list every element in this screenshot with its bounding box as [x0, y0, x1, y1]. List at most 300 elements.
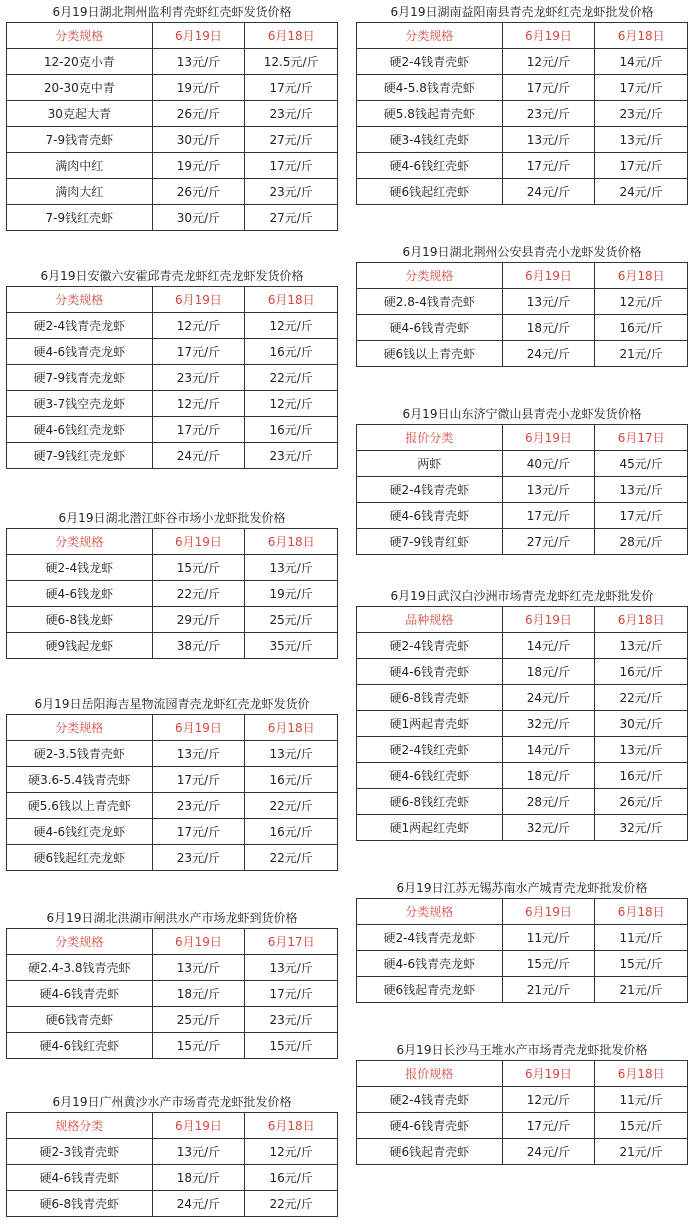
column-header: 6月19日 — [152, 287, 245, 313]
table-row — [357, 925, 688, 951]
spec-cell: 硬4-6钱红壳虾 — [7, 1033, 153, 1059]
column-header: 分类规格 — [357, 263, 503, 289]
price-cell: 12元/斤 — [152, 313, 245, 339]
table-row — [7, 127, 338, 153]
spec-cell: 硬4-6钱红壳龙虾 — [7, 417, 153, 443]
price-cell: 24元/斤 — [152, 443, 245, 469]
spec-cell: 30克起大青 — [7, 101, 153, 127]
spec-cell: 硬9钱起龙虾 — [7, 633, 153, 659]
price-cell: 22元/斤 — [152, 581, 245, 607]
spec-cell: 硬6-8钱青壳虾 — [7, 1191, 153, 1217]
column-header: 6月19日 — [152, 23, 245, 49]
price-cell: 17元/斤 — [245, 153, 338, 179]
table-title: 6月19日湖南益阳南县青壳龙虾红壳龙虾批发价格 — [390, 5, 654, 19]
table-row — [7, 153, 338, 179]
price-table — [6, 286, 338, 469]
price-cell: 13元/斤 — [502, 477, 595, 503]
table-row — [357, 341, 688, 367]
price-cell: 17元/斤 — [595, 75, 688, 101]
price-cell: 18元/斤 — [502, 659, 595, 685]
price-cell: 11元/斤 — [502, 925, 595, 951]
price-cell: 18元/斤 — [152, 1165, 245, 1191]
spec-cell: 硬2-4钱红壳虾 — [357, 737, 503, 763]
column-header: 分类规格 — [357, 899, 503, 925]
price-cell: 13元/斤 — [595, 477, 688, 503]
price-cell: 24元/斤 — [152, 1191, 245, 1217]
price-cell: 19元/斤 — [152, 153, 245, 179]
price-cell: 23元/斤 — [152, 845, 245, 871]
price-cell: 21元/斤 — [502, 977, 595, 1003]
spec-cell: 硬4-6钱红壳虾 — [357, 153, 503, 179]
price-table — [356, 1060, 688, 1165]
table-row — [357, 503, 688, 529]
table-header-row — [7, 287, 338, 313]
table-header-row — [7, 929, 338, 955]
spec-cell: 硬4-6钱青壳虾 — [7, 1165, 153, 1191]
price-cell: 13元/斤 — [595, 633, 688, 659]
price-table-block — [6, 1092, 338, 1217]
spec-cell: 硬6-8钱龙虾 — [7, 607, 153, 633]
column-header: 6月19日 — [502, 607, 595, 633]
column-header: 6月19日 — [502, 425, 595, 451]
table-row — [7, 313, 338, 339]
price-cell: 17元/斤 — [502, 75, 595, 101]
price-cell: 32元/斤 — [595, 815, 688, 841]
spec-cell: 硬6钱起青壳虾 — [357, 1139, 503, 1165]
spec-cell: 硬6钱起红壳虾 — [357, 179, 503, 205]
spec-cell: 7-9钱青壳虾 — [7, 127, 153, 153]
spec-cell: 硬4-6钱红壳虾 — [357, 763, 503, 789]
table-row — [357, 685, 688, 711]
table-header-row — [7, 23, 338, 49]
price-table — [356, 606, 688, 841]
table-title: 6月19日广州黄沙水产市场青壳龙虾批发价格 — [52, 1095, 292, 1109]
price-table-block — [356, 2, 688, 205]
column-header: 分类规格 — [7, 929, 153, 955]
price-cell: 16元/斤 — [245, 339, 338, 365]
column-header: 6月18日 — [595, 23, 688, 49]
spec-cell: 硬4-6钱青壳虾 — [357, 315, 503, 341]
spec-cell: 硬4-5.8钱青壳虾 — [357, 75, 503, 101]
price-table-block — [356, 878, 688, 1003]
column-header: 分类规格 — [7, 529, 153, 555]
price-cell: 21元/斤 — [595, 1139, 688, 1165]
price-cell: 23元/斤 — [152, 365, 245, 391]
spec-cell: 硬2-4钱青壳虾 — [357, 49, 503, 75]
price-cell: 17元/斤 — [245, 75, 338, 101]
price-cell: 13元/斤 — [152, 49, 245, 75]
price-cell: 14元/斤 — [502, 633, 595, 659]
table-header-row — [7, 715, 338, 741]
table-row — [357, 1113, 688, 1139]
column-header: 6月18日 — [595, 263, 688, 289]
table-row — [7, 205, 338, 231]
table-row — [7, 443, 338, 469]
table-row — [7, 365, 338, 391]
table-row — [7, 179, 338, 205]
table-row — [7, 607, 338, 633]
price-cell: 38元/斤 — [152, 633, 245, 659]
table-row — [7, 633, 338, 659]
price-cell: 30元/斤 — [595, 711, 688, 737]
price-cell: 15元/斤 — [595, 951, 688, 977]
price-table — [356, 424, 688, 555]
table-header-row — [357, 607, 688, 633]
table-title: 6月19日湖北洪湖市闸洪水产市场龙虾到货价格 — [46, 911, 298, 925]
price-table — [6, 714, 338, 871]
spec-cell: 硬4-6钱青壳虾 — [7, 981, 153, 1007]
spec-cell: 硬4-6钱青壳虾 — [357, 1113, 503, 1139]
table-title: 6月19日安徽六安霍邱青壳龙虾红壳龙虾发货价格 — [40, 269, 304, 283]
table-row — [357, 737, 688, 763]
spec-cell: 硬3.6-5.4钱青壳虾 — [7, 767, 153, 793]
spec-cell: 硬7-9钱青壳龙虾 — [7, 365, 153, 391]
spec-cell: 硬6-8钱红壳虾 — [357, 789, 503, 815]
table-row — [357, 951, 688, 977]
table-row — [357, 815, 688, 841]
table-row — [357, 451, 688, 477]
price-cell: 12元/斤 — [502, 1087, 595, 1113]
price-cell: 18元/斤 — [502, 315, 595, 341]
price-cell: 13元/斤 — [245, 555, 338, 581]
table-row — [357, 49, 688, 75]
price-cell: 17元/斤 — [152, 339, 245, 365]
price-cell: 40元/斤 — [502, 451, 595, 477]
price-cell: 26元/斤 — [152, 101, 245, 127]
table-row — [7, 339, 338, 365]
table-row — [357, 977, 688, 1003]
price-table-block — [6, 2, 338, 231]
price-cell: 23元/斤 — [152, 793, 245, 819]
price-table-block — [356, 242, 688, 367]
spec-cell: 硬2.4-3.8钱青壳虾 — [7, 955, 153, 981]
price-cell: 27元/斤 — [502, 529, 595, 555]
spec-cell: 硬6钱以上青壳虾 — [357, 341, 503, 367]
table-row — [357, 633, 688, 659]
price-table-block — [6, 908, 338, 1059]
table-row — [7, 417, 338, 443]
column-header: 6月19日 — [152, 1113, 245, 1139]
spec-cell: 硬3-4钱红壳虾 — [357, 127, 503, 153]
table-title: 6月19日岳阳海吉星物流园青壳龙虾红壳龙虾发货价 — [34, 697, 310, 711]
table-row — [7, 767, 338, 793]
price-cell: 32元/斤 — [502, 711, 595, 737]
spec-cell: 硬4-6钱青壳龙虾 — [357, 951, 503, 977]
column-header: 报价分类 — [357, 425, 503, 451]
column-header: 6月18日 — [245, 287, 338, 313]
price-cell: 26元/斤 — [595, 789, 688, 815]
price-cell: 11元/斤 — [595, 925, 688, 951]
table-title: 6月19日湖北荆州监利青壳虾红壳虾发货价格 — [52, 5, 292, 19]
table-row — [7, 741, 338, 767]
spec-cell: 硬2-4钱龙虾 — [7, 555, 153, 581]
table-header-row — [357, 899, 688, 925]
column-header: 6月18日 — [245, 1113, 338, 1139]
table-row — [7, 981, 338, 1007]
price-cell: 22元/斤 — [245, 793, 338, 819]
price-cell: 17元/斤 — [595, 153, 688, 179]
spec-cell: 硬7-9钱红壳龙虾 — [7, 443, 153, 469]
column-header: 6月18日 — [595, 899, 688, 925]
table-row — [7, 1165, 338, 1191]
table-row — [7, 793, 338, 819]
spec-cell: 硬6钱起青壳龙虾 — [357, 977, 503, 1003]
spec-cell: 硬2-3.5钱青壳虾 — [7, 741, 153, 767]
price-cell: 17元/斤 — [502, 153, 595, 179]
price-cell: 25元/斤 — [245, 607, 338, 633]
table-row — [357, 529, 688, 555]
spec-cell: 两虾 — [357, 451, 503, 477]
price-cell: 12.5元/斤 — [245, 49, 338, 75]
column-header: 品种规格 — [357, 607, 503, 633]
spec-cell: 硬6钱起红壳龙虾 — [7, 845, 153, 871]
spec-cell: 硬4-6钱红壳龙虾 — [7, 819, 153, 845]
price-cell: 23元/斤 — [245, 101, 338, 127]
spec-cell: 硬1两起青壳虾 — [357, 711, 503, 737]
price-cell: 32元/斤 — [502, 815, 595, 841]
spec-cell: 硬3-7钱空壳龙虾 — [7, 391, 153, 417]
price-cell: 23元/斤 — [245, 443, 338, 469]
price-cell: 13元/斤 — [245, 741, 338, 767]
column-header: 6月19日 — [502, 899, 595, 925]
price-cell: 18元/斤 — [152, 981, 245, 1007]
price-table-block — [6, 694, 338, 871]
table-header-row — [357, 23, 688, 49]
column-header: 6月18日 — [595, 607, 688, 633]
column-header: 报价规格 — [357, 1061, 503, 1087]
table-row — [7, 101, 338, 127]
price-cell: 21元/斤 — [595, 977, 688, 1003]
spec-cell: 硬6-8钱青壳虾 — [357, 685, 503, 711]
price-cell: 19元/斤 — [245, 581, 338, 607]
price-cell: 16元/斤 — [245, 819, 338, 845]
column-header: 6月19日 — [152, 529, 245, 555]
table-row — [7, 1191, 338, 1217]
table-row — [7, 391, 338, 417]
price-cell: 22元/斤 — [245, 1191, 338, 1217]
price-cell: 17元/斤 — [152, 819, 245, 845]
price-cell: 23元/斤 — [245, 179, 338, 205]
price-table — [356, 22, 688, 205]
price-cell: 16元/斤 — [595, 763, 688, 789]
price-cell: 13元/斤 — [595, 127, 688, 153]
price-cell: 45元/斤 — [595, 451, 688, 477]
table-row — [357, 789, 688, 815]
price-table — [356, 262, 688, 367]
spec-cell: 硬1两起红壳虾 — [357, 815, 503, 841]
price-cell: 23元/斤 — [595, 101, 688, 127]
column-header: 6月18日 — [245, 529, 338, 555]
table-row — [357, 659, 688, 685]
price-cell: 12元/斤 — [245, 1139, 338, 1165]
price-cell: 13元/斤 — [245, 955, 338, 981]
price-cell: 15元/斤 — [502, 951, 595, 977]
table-row — [357, 711, 688, 737]
price-table — [6, 928, 338, 1059]
price-cell: 11元/斤 — [595, 1087, 688, 1113]
table-row — [357, 101, 688, 127]
price-table — [6, 1112, 338, 1217]
price-cell: 15元/斤 — [595, 1113, 688, 1139]
column-header: 规格分类 — [7, 1113, 153, 1139]
price-cell: 22元/斤 — [245, 845, 338, 871]
table-header-row — [7, 529, 338, 555]
table-row — [7, 845, 338, 871]
price-cell: 17元/斤 — [152, 767, 245, 793]
spec-cell: 硬2-4钱青壳龙虾 — [357, 925, 503, 951]
column-header: 6月19日 — [502, 23, 595, 49]
spec-cell: 硬5.8钱起青壳虾 — [357, 101, 503, 127]
table-row — [7, 1007, 338, 1033]
price-cell: 26元/斤 — [152, 179, 245, 205]
spec-cell: 硬4-6钱青壳虾 — [357, 659, 503, 685]
price-cell: 13元/斤 — [595, 737, 688, 763]
table-row — [357, 763, 688, 789]
table-title: 6月19日山东济宁微山县青壳小龙虾发货价格 — [402, 407, 642, 421]
price-cell: 14元/斤 — [595, 49, 688, 75]
spec-cell: 硬7-9钱青红虾 — [357, 529, 503, 555]
spec-cell: 硬2-4钱青壳虾 — [357, 477, 503, 503]
price-cell: 30元/斤 — [152, 205, 245, 231]
spec-cell: 硬2.8-4钱青壳虾 — [357, 289, 503, 315]
column-header: 6月19日 — [152, 715, 245, 741]
price-table — [356, 898, 688, 1003]
table-row — [7, 75, 338, 101]
price-cell: 13元/斤 — [502, 289, 595, 315]
table-row — [357, 179, 688, 205]
price-cell: 16元/斤 — [245, 417, 338, 443]
price-cell: 16元/斤 — [245, 767, 338, 793]
price-cell: 28元/斤 — [595, 529, 688, 555]
price-cell: 24元/斤 — [502, 179, 595, 205]
table-title: 6月19日湖北荆州公安县青壳小龙虾发货价格 — [402, 245, 642, 259]
column-header: 6月19日 — [502, 1061, 595, 1087]
price-cell: 35元/斤 — [245, 633, 338, 659]
price-table-block — [6, 266, 338, 469]
column-header: 分类规格 — [7, 23, 153, 49]
price-cell: 12元/斤 — [245, 391, 338, 417]
price-cell: 13元/斤 — [152, 1139, 245, 1165]
price-cell: 16元/斤 — [245, 1165, 338, 1191]
column-header: 6月19日 — [502, 263, 595, 289]
table-row — [7, 1033, 338, 1059]
table-title: 6月19日长沙马王堆水产市场青壳龙虾批发价格 — [396, 1043, 648, 1057]
price-cell: 19元/斤 — [152, 75, 245, 101]
price-cell: 12元/斤 — [595, 289, 688, 315]
price-cell: 15元/斤 — [152, 555, 245, 581]
spec-cell: 7-9钱红壳虾 — [7, 205, 153, 231]
price-table-block — [356, 1040, 688, 1165]
price-table-block — [356, 404, 688, 555]
table-row — [357, 75, 688, 101]
price-cell: 27元/斤 — [245, 127, 338, 153]
table-row — [357, 1139, 688, 1165]
table-row — [357, 153, 688, 179]
table-header-row — [357, 263, 688, 289]
spec-cell: 硬2-4钱青壳虾 — [357, 633, 503, 659]
table-row — [7, 581, 338, 607]
table-header-row — [357, 1061, 688, 1087]
price-cell: 18元/斤 — [502, 763, 595, 789]
table-row — [7, 555, 338, 581]
price-cell: 24元/斤 — [502, 1139, 595, 1165]
price-cell: 12元/斤 — [502, 49, 595, 75]
price-cell: 12元/斤 — [152, 391, 245, 417]
table-title: 6月19日武汉白沙洲市场青壳龙虾红壳龙虾批发价 — [390, 589, 654, 603]
price-cell: 13元/斤 — [152, 955, 245, 981]
price-table-block — [356, 586, 688, 841]
spec-cell: 硬2-4钱青壳龙虾 — [7, 313, 153, 339]
price-cell: 17元/斤 — [502, 503, 595, 529]
table-header-row — [7, 1113, 338, 1139]
table-row — [7, 49, 338, 75]
table-row — [7, 1139, 338, 1165]
price-cell: 23元/斤 — [502, 101, 595, 127]
column-header: 6月17日 — [245, 929, 338, 955]
price-cell: 16元/斤 — [595, 315, 688, 341]
column-header: 6月17日 — [595, 425, 688, 451]
table-row — [357, 477, 688, 503]
price-cell: 24元/斤 — [502, 685, 595, 711]
table-row — [357, 127, 688, 153]
spec-cell: 满肉中红 — [7, 153, 153, 179]
table-row — [7, 955, 338, 981]
table-title: 6月19日湖北潜江虾谷市场小龙虾批发价格 — [58, 511, 286, 525]
price-cell: 13元/斤 — [502, 127, 595, 153]
table-row — [7, 819, 338, 845]
price-table — [6, 22, 338, 231]
column-header: 分类规格 — [357, 23, 503, 49]
price-cell: 29元/斤 — [152, 607, 245, 633]
price-cell: 24元/斤 — [502, 341, 595, 367]
price-cell: 25元/斤 — [152, 1007, 245, 1033]
table-header-row — [357, 425, 688, 451]
spec-cell: 硬2-3钱青壳虾 — [7, 1139, 153, 1165]
column-header: 6月18日 — [595, 1061, 688, 1087]
price-cell: 12元/斤 — [245, 313, 338, 339]
spec-cell: 满肉大红 — [7, 179, 153, 205]
price-table — [6, 528, 338, 659]
price-cell: 24元/斤 — [595, 179, 688, 205]
column-header: 6月18日 — [245, 23, 338, 49]
table-row — [357, 315, 688, 341]
spec-cell: 硬2-4钱青壳虾 — [357, 1087, 503, 1113]
price-cell: 16元/斤 — [595, 659, 688, 685]
price-cell: 23元/斤 — [245, 1007, 338, 1033]
column-header: 6月19日 — [152, 929, 245, 955]
spec-cell: 硬4-6钱青壳虾 — [357, 503, 503, 529]
price-cell: 17元/斤 — [595, 503, 688, 529]
table-row — [357, 1087, 688, 1113]
column-header: 6月18日 — [245, 715, 338, 741]
price-cell: 15元/斤 — [152, 1033, 245, 1059]
spec-cell: 硬5.6钱以上青壳虾 — [7, 793, 153, 819]
price-cell: 15元/斤 — [245, 1033, 338, 1059]
spec-cell: 20-30克中青 — [7, 75, 153, 101]
price-cell: 17元/斤 — [245, 981, 338, 1007]
column-header: 分类规格 — [7, 715, 153, 741]
price-cell: 27元/斤 — [245, 205, 338, 231]
price-cell: 13元/斤 — [152, 741, 245, 767]
spec-cell: 硬6钱青壳虾 — [7, 1007, 153, 1033]
price-cell: 17元/斤 — [502, 1113, 595, 1139]
price-cell: 22元/斤 — [245, 365, 338, 391]
spec-cell: 12-20克小青 — [7, 49, 153, 75]
price-table-block — [6, 508, 338, 659]
price-cell: 28元/斤 — [502, 789, 595, 815]
table-row — [357, 289, 688, 315]
spec-cell: 硬4-6钱青壳龙虾 — [7, 339, 153, 365]
